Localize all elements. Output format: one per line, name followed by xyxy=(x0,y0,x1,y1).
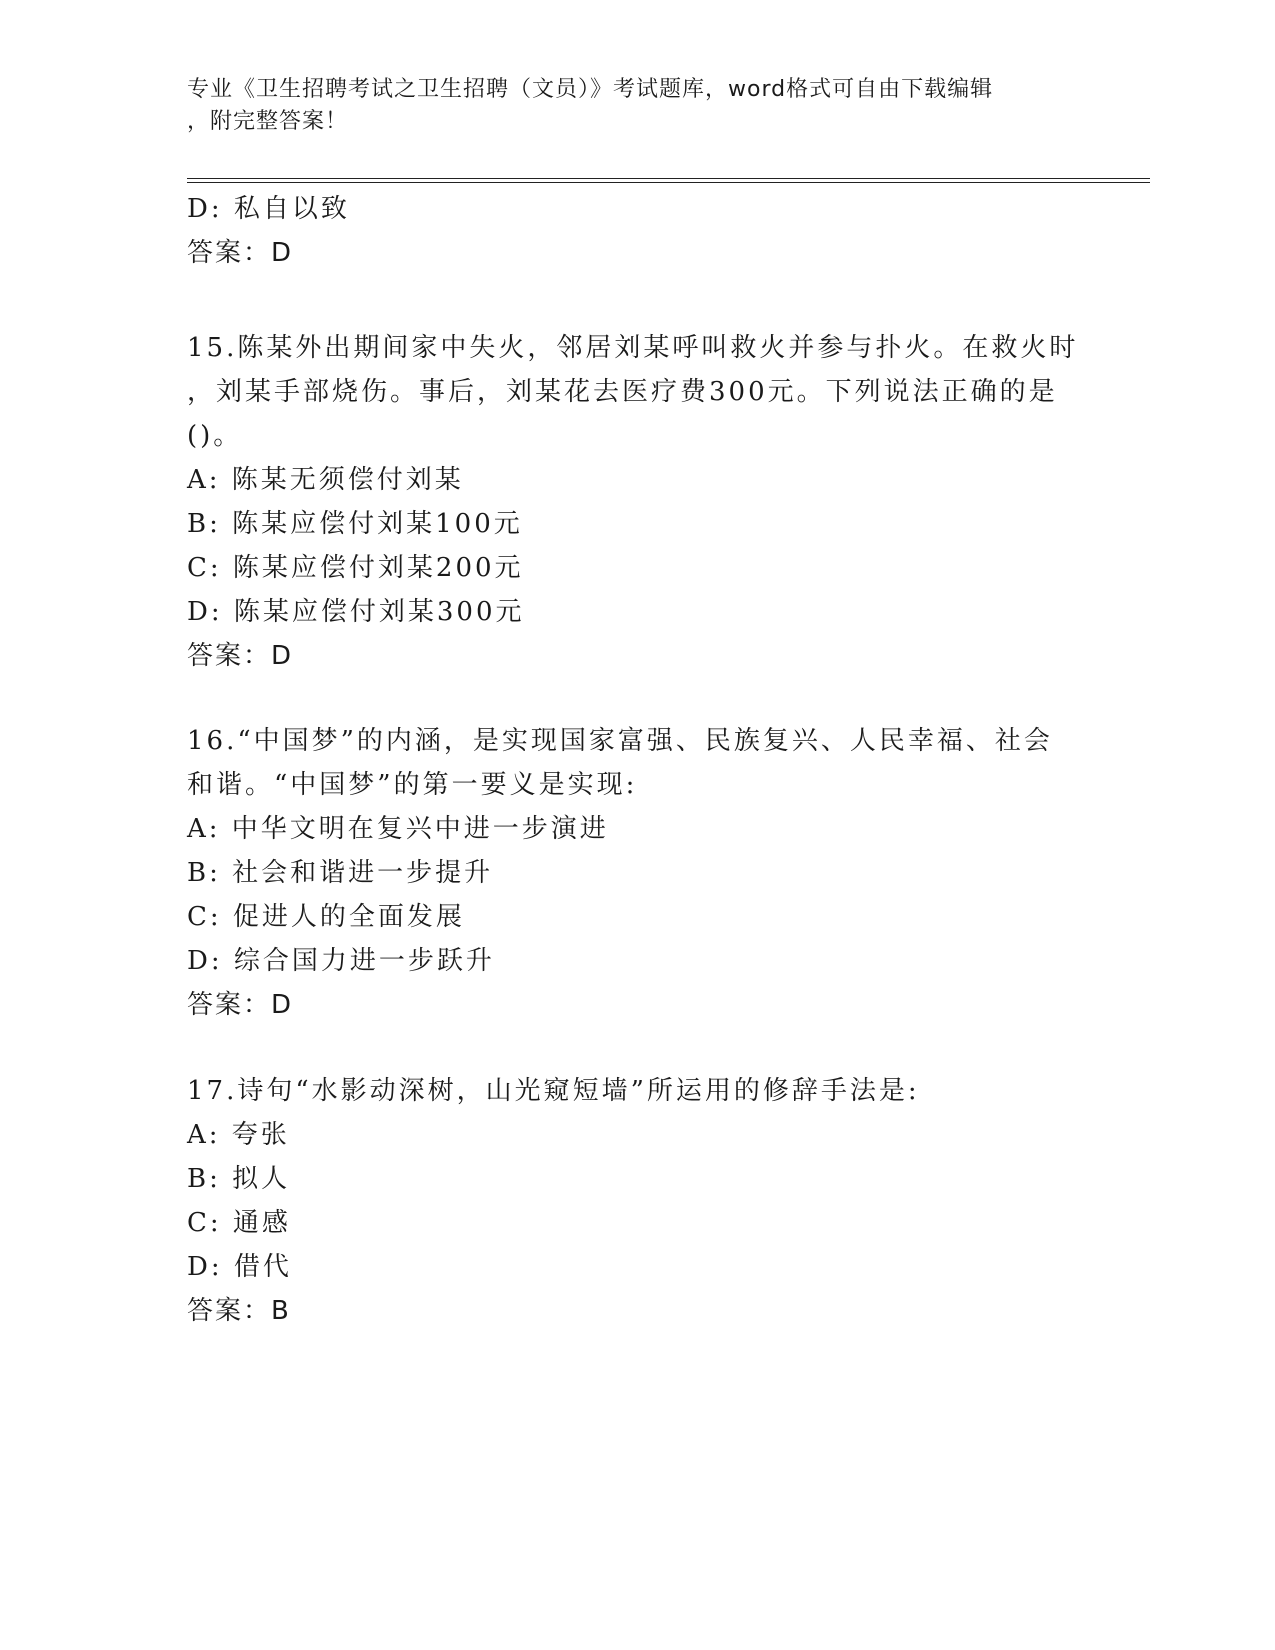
prev-answer: 答案：D xyxy=(187,238,294,268)
header-rule-bottom xyxy=(187,182,1150,183)
q15-option-c: C: 陈某应偿付刘某200元 xyxy=(187,553,524,583)
q17-option-a: A: 夸张 xyxy=(187,1120,290,1150)
header-line-1: 专业《卫生招聘考试之卫生招聘（文员）》考试题库，word格式可自由下载编辑 xyxy=(187,77,994,102)
q17-answer: 答案：B xyxy=(187,1296,291,1326)
q15-option-b: B: 陈某应偿付刘某100元 xyxy=(187,509,523,539)
q16-option-d: D: 综合国力进一步跃升 xyxy=(187,946,495,976)
prev-option-d: D: 私自以致 xyxy=(187,194,350,224)
q15-stem-line-2: ，刘某手部烧伤。事后，刘某花去医疗费300元。下列说法正确的是 xyxy=(187,377,1058,407)
q16-option-c: C: 促进人的全面发展 xyxy=(187,902,465,932)
q17-option-c: C: 通感 xyxy=(187,1208,291,1238)
q16-option-b: B: 社会和谐进一步提升 xyxy=(187,858,494,888)
q17-option-b: B: 拟人 xyxy=(187,1164,291,1194)
q15-answer: 答案：D xyxy=(187,641,294,671)
q15-option-d: D: 陈某应偿付刘某300元 xyxy=(187,597,525,627)
q15-stem-line-1: 15.陈某外出期间家中失火，邻居刘某呼叫救火并参与扑火。在救火时 xyxy=(187,333,1079,363)
q16-stem-line-1: 16.“中国梦”的内涵，是实现国家富强、民族复兴、人民幸福、社会 xyxy=(187,726,1053,756)
q16-option-a: A: 中华文明在复兴中进一步演进 xyxy=(187,814,609,844)
q16-answer: 答案：D xyxy=(187,990,294,1020)
q15-option-a: A: 陈某无须偿付刘某 xyxy=(187,465,464,495)
q17-option-d: D: 借代 xyxy=(187,1252,292,1282)
header-rule-top xyxy=(187,178,1150,179)
q15-stem-line-3: ()。 xyxy=(187,421,243,451)
q17-stem-line-1: 17.诗句“水影动深树，山光窥短墙”所运用的修辞手法是: xyxy=(187,1076,920,1106)
q16-stem-line-2: 和谐。“中国梦”的第一要义是实现: xyxy=(187,770,638,800)
header-line-2: ，附完整答案！ xyxy=(187,109,349,134)
document-header xyxy=(187,74,1087,138)
